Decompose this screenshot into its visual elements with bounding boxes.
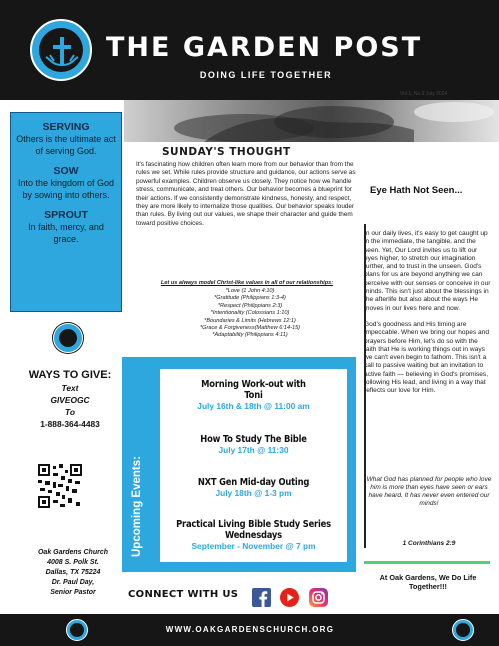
sunday-thought-body: It's fascinating how children often learn more from our behavior than from the rules we set. While rules provide structure and guidance, our actions serve as powerful examples. Children observe us closely. They notice how we handle stress, communicate, and treat others. Our behavior becomes a blueprint for their actions. If we consistently demonstrate kindness, honesty, and respect, they are more likely to internalize those qualities. Our behavior speaks louder than rules. By living out our values, we shape their character and guide them toward positive choices. [136, 161, 356, 227]
eye-hath-not-seen-title: Eye Hath Not Seen... [370, 185, 463, 196]
tagline: At Oak Gardens, We Do Life Together!!! [379, 573, 477, 591]
values-intro: Let us always model Christ-like values in all of our relationships: [160, 280, 334, 286]
pillar-heading-sow: SOW [53, 165, 79, 177]
pillar-heading-serving: SERVING [42, 121, 90, 133]
pastor-title: Senior Pastor [50, 589, 96, 596]
text-line: To [65, 407, 75, 417]
church-logo-icon [30, 19, 92, 81]
church-logo-icon [452, 619, 474, 641]
value-item: *Adaptability (Philippians 4:11) [212, 332, 288, 339]
facebook-icon[interactable] [252, 588, 271, 607]
youtube-icon[interactable] [280, 588, 299, 607]
event-date: September - November @ 7 pm [191, 541, 316, 551]
value-item: *Intentionality (Colossians 1:10) [210, 310, 290, 317]
scripture-quote: What God has planned for people who love him is more than eyes have seen or ears have heard. It has never even entered our minds! [366, 476, 492, 507]
praying-hands-photo [124, 100, 499, 142]
text-keyword: GIVEOGC [50, 395, 90, 405]
pillar-text-sow: Into the kingdom of God by sowing into others. [17, 178, 115, 200]
pillar-text-serving: Others is the ultimate act of serving God. [16, 134, 116, 156]
event-item [160, 434, 347, 455]
event-item [160, 519, 347, 551]
paragraph: God's goodness and His timing are impeccable. When we bring our hopes and prayers before Him, let's do so with the faith that He is working things out in ways we can't even begin to fathom. This isn't a call to passive waiting but an invitation to active faith — believing in God's promises, following His lead, and living in a way that reflects our love for Him. [364, 320, 489, 395]
event-date: July 18th @ 1-3 pm [215, 488, 292, 498]
upcoming-events-label: Upcoming Events: [131, 456, 143, 557]
issue-number: Vol.1, No.9 July 2024 [400, 91, 448, 97]
pillars-box [10, 112, 122, 312]
church-logo-icon [53, 323, 83, 353]
address-line: 4008 S. Polk St. [47, 559, 99, 566]
event-title: Practical Living Bible Study Series Wednesdays [176, 519, 331, 541]
ways-to-give [20, 368, 120, 430]
newsletter-subtitle: DOING LIFE TOGETHER [199, 70, 333, 80]
connect-label: CONNECT WITH US [128, 589, 239, 600]
value-item: *Gratitude (Philippians 1:3-4) [214, 295, 286, 302]
value-item: *Boundaries & Limits (Hebrews 12:1) [204, 317, 296, 324]
church-name: Oak Gardens Church [37, 549, 109, 556]
values-list [150, 288, 350, 340]
value-item: *Grace & Forgiveness(Matthew 6:14-15) [199, 325, 301, 332]
event-date: July 16th & 18th @ 11:00 am [197, 401, 310, 411]
value-item: *Love (1 John 4:10) [225, 288, 275, 294]
footer [0, 614, 499, 646]
upcoming-events-panel [122, 357, 356, 572]
scripture-reference: 1 Corinthians 2:9 [402, 540, 456, 547]
pillar-heading-sprout: SPROUT [44, 209, 88, 221]
text-line: Text [61, 383, 79, 393]
event-item [160, 477, 347, 498]
divider [364, 561, 490, 564]
instagram-icon[interactable] [309, 588, 328, 607]
address-line: Dallas, TX 75224 [45, 569, 101, 576]
church-logo-icon [66, 619, 88, 641]
masthead [0, 0, 499, 100]
paragraph: In our daily lives, it's easy to get caught up in the immediate, the tangible, and the seen. Yet, Our Lord invites us to lift our eyes higher, to stretch our imagination further, and to trust in the unseen. God's plans for us are beyond anything we can perceive with our senses or conceive in our minds. This isn't just about the blessings in the afterlife but also about the ways He moves in our lives here and now. [364, 230, 491, 312]
sunday-thought-title: SUNDAY'S THOUGHT [162, 146, 291, 158]
event-date: July 17th @ 11:30 [218, 445, 289, 455]
event-title: Morning Work-out with Toni [201, 379, 306, 401]
pillar-text-sprout: In faith, mercy, and grace. [28, 222, 104, 244]
event-title: NXT Gen Mid-day Outing [197, 477, 310, 488]
ways-to-give-heading: WAYS TO GIVE: [28, 369, 112, 381]
pastor-name: Dr. Paul Day, [51, 579, 95, 586]
give-phone-number[interactable]: 1-888-364-4483 [40, 419, 100, 429]
church-address [18, 548, 128, 598]
eye-hath-not-seen-body [364, 230, 492, 404]
event-title: How To Study The Bible [200, 434, 307, 445]
website-link[interactable]: WWW.OAKGARDENSCHURCH.ORG [165, 625, 335, 634]
event-item [160, 379, 347, 411]
newsletter-title: THE GARDEN POST [106, 32, 423, 63]
value-item: *Respect (Philippians 2:3) [217, 302, 283, 309]
qr-code-icon[interactable] [38, 464, 82, 508]
